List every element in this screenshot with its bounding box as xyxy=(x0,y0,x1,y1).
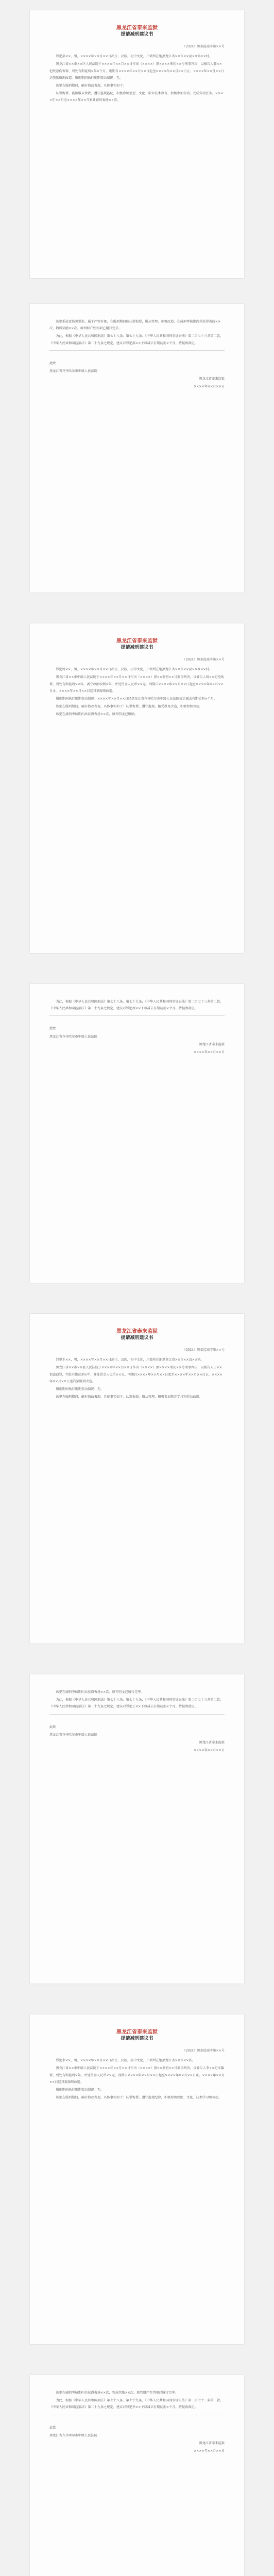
signature-date: ××××年××月××日 xyxy=(193,1749,225,1753)
document-subtitle: 提请减刑建议书 xyxy=(121,1335,153,1341)
document-page xyxy=(30,10,244,278)
page-strip xyxy=(0,1999,274,2360)
paragraph: 黑龙江省××市中级人民法院于××××年××月××日作出（××××）黑××刑初××号刑事判决，以被告人周××犯抢劫罪，判处有期徒刑××年，剥夺政治权利×年，并处罚金人民币××元。刑期自××××年××月××日起至××××年××月××日止。××××年××月××日送我狱服刑改造。 xyxy=(49,675,224,693)
paragraph: 罪犯李××，男，××××年××月××日出生，汉族，高中文化，户籍所在地黑龙江省××市××区。 xyxy=(56,2059,195,2063)
document-page xyxy=(30,1674,244,1984)
paragraph: 罪犯周××，男，××××年××月××日出生，汉族，小学文化，户籍所在地黑龙江省××市××县××乡××村。 xyxy=(56,668,213,672)
paragraph: 为此，根据《中华人民共和国刑法》第七十八条、第七十九条，《中华人民共和国刑事诉讼法》第二百七十三条第二款，《中华人民共和国监狱法》第二十九条之规定，建议对罪犯李××予以减去有期徒刑×个月。特提请裁定。 xyxy=(49,2399,224,2410)
signature-date: ××××年××月××日 xyxy=(193,385,225,389)
paragraph: 该犯在减刑考核期内共获得表扬××次。原判罚金已缴纳。 xyxy=(56,713,138,717)
signatory: 黑龙江省泰来监狱 xyxy=(199,2442,225,2446)
page-strip xyxy=(0,289,274,608)
paragraph: 罪犯郝××，男，××××年××月××日出生，汉族，初中文化，户籍所在地黑龙江省××市××县××镇××村。 xyxy=(56,55,213,59)
page-strip xyxy=(0,608,274,969)
court-name: 黑龙江省齐齐哈尔市中级人民法院 xyxy=(49,369,97,374)
court-name: 黑龙江省齐齐哈尔市中级人民法院 xyxy=(49,2433,97,2437)
paragraph: 该犯在减刑考核期内共获得表扬××次，物质奖励××次。原判财产性判项已履行完毕。 xyxy=(56,2391,178,2395)
document-page xyxy=(30,2375,244,2576)
paragraph: 服刑期间执行刑期变动情况：无。 xyxy=(56,1387,104,1392)
divider xyxy=(49,1015,225,1016)
document-page xyxy=(30,1314,244,1643)
paragraph: 该犯在服刑期间，确有悔改表现，具体事实如下：认罪悔罪，服从管理，积极参加教育学习和劳动改造。 xyxy=(56,1395,203,1399)
paragraph: 认罪悔罪，能够服从管教，遵守监规监纪，积极参加思想、文化、职业技术教育，积极参加劳动，完成劳动任务。××××年××月至××××年××月累计获得表扬××次。 xyxy=(49,92,224,103)
page-strip xyxy=(0,1659,274,1999)
document-title: 黑龙江省泰来监狱 xyxy=(116,2029,158,2035)
salutation: 此致 xyxy=(49,2426,56,2430)
paragraph: 该犯系故意伤害罪犯，属于严管对象，在服刑期间能认罪悔罪，服从管理，积极改造。在减刑考核期内共获得表扬××次，物质奖励××次。原判财产性判项已履行完毕。 xyxy=(49,320,221,331)
paragraph: 为此，根据《中华人民共和国刑法》第七十八条、第七十九条，《中华人民共和国刑事诉讼法》第二百七十三条第二款，《中华人民共和国监狱法》第二十九条之规定，建议对罪犯王××予以减去有期徒刑×个月。特提请裁定。 xyxy=(49,1698,224,1709)
page-strip xyxy=(0,1298,274,1659)
document-title: 黑龙江省泰来监狱 xyxy=(116,638,158,644)
salutation: 此致 xyxy=(49,361,56,365)
page-strip xyxy=(0,0,274,289)
signature-date: ××××年××月××日 xyxy=(193,2449,225,2453)
page-strip xyxy=(0,969,274,1298)
paragraph: 为此，根据《中华人民共和国刑法》第七十八条、第七十九条，《中华人民共和国刑事诉讼法》第二百七十三条第二款，《中华人民共和国监狱法》第二十九条之规定，建议对罪犯周××予以减去有期徒刑×个月。特提请裁定。 xyxy=(49,1000,224,1011)
court-name: 黑龙江省齐齐哈尔市中级人民法院 xyxy=(49,1733,97,1737)
paragraph: 服刑期间执行刑期变动情况：××××年××月××日经黑龙江省齐齐哈尔市中级人民法院裁定减去有期徒刑×个月。 xyxy=(56,697,217,701)
paragraph: 黑龙江省××市中级人民法院于××××年××月××日作出（××××）黑××刑初××号刑事判决，以被告人李××犯诈骗罪，判处有期徒刑×年，并处罚金人民币××元。刑期自××××年××月××日起至××××年××月××日止。××××年××月××日送我狱服刑改造。 xyxy=(49,2066,225,2084)
document-page xyxy=(30,304,244,592)
paragraph: 罪犯王××，男，××××年××月××日出生，汉族，初中文化，户籍所在地黑龙江省××市××县××镇。 xyxy=(56,1358,204,1362)
document-title: 黑龙江省泰来监狱 xyxy=(116,1329,158,1334)
paragraph: 该犯在服刑期间，确有悔改表现，具体事实如下：认罪悔罪，遵守监规纪律，积极参加政治、文化、技术学习和劳动。 xyxy=(56,2096,222,2100)
document-page xyxy=(30,984,244,1283)
paragraph: 黑龙江省××市××区人民法院于××××年××月××日作出（××××）黑××××刑初××号刑事判决，以被告人郝××犯故意伤害罪，判处有期徒刑×年×个月。刑期自××××年××月××日起至××××年××月××日止。××××年××月××日送我狱服刑改造。服刑期间执行刑期变动情况：无。 xyxy=(49,62,224,80)
signatory: 黑龙江省泰来监狱 xyxy=(199,1741,225,1745)
divider xyxy=(49,2414,225,2415)
paragraph: 该犯在减刑考核期内共获得表扬××次。原判罚金已履行完毕。 xyxy=(56,1690,144,1694)
paragraph: 该犯在服刑期间，确有悔改表现，具体事实如下： xyxy=(56,84,126,88)
document-number: （2024）黑泰监减字第××号 xyxy=(182,1348,225,1352)
signatory: 黑龙江省泰来监狱 xyxy=(199,1042,225,1046)
document-number: （2024）黑泰监减字第××号 xyxy=(182,2049,225,2053)
paragraph: 该犯在服刑期间，确有悔改表现，具体事实如下：认罪悔罪，遵守监规，接受教育改造，积极参加劳动。 xyxy=(56,705,203,709)
salutation: 此致 xyxy=(49,1725,56,1729)
paragraph: 为此，根据《中华人民共和国刑法》第七十八条、第七十九条、《中华人民共和国刑事诉讼法》第二百七十三条第二款、《中华人民共和国监狱法》第二十九条之规定，建议对罪犯郝××予以减去有期徒刑×个月。特提请裁定。 xyxy=(49,334,224,345)
paragraph: 黑龙江省××市××县人民法院于××××年××月××日作出（××××）黑××××刑初××号刑事判决，以被告人王××犯盗窃罪，判处有期徒刑×年，并处罚金人民币××元。刑期自××××年××月××日起至××××年××月××日止。××××年××月××日送我狱服刑改造。 xyxy=(49,1366,222,1383)
divider xyxy=(49,1714,225,1715)
signatory: 黑龙江省泰来监狱 xyxy=(199,377,225,381)
document-number: （2024）黑泰监减字第××号 xyxy=(182,658,225,662)
document-subtitle: 提请减刑建议书 xyxy=(121,2036,153,2041)
page-strip xyxy=(0,2360,274,2576)
court-name: 黑龙江省齐齐哈尔市中级人民法院 xyxy=(49,1035,97,1039)
document-subtitle: 提请减刑建议书 xyxy=(121,645,153,650)
salutation: 此致 xyxy=(49,1027,56,1031)
paragraph: 服刑期间执行刑期变动情况：无。 xyxy=(56,2088,104,2092)
document-page xyxy=(30,623,244,953)
document-subtitle: 提请减刑建议书 xyxy=(121,32,153,37)
signature-date: ××××年××月××日 xyxy=(193,1050,225,1055)
document-number: （2024）黑泰监减字第××号 xyxy=(182,45,225,48)
divider xyxy=(49,350,225,351)
document-page xyxy=(30,2014,244,2344)
document-title: 黑龙江省泰来监狱 xyxy=(116,25,158,31)
